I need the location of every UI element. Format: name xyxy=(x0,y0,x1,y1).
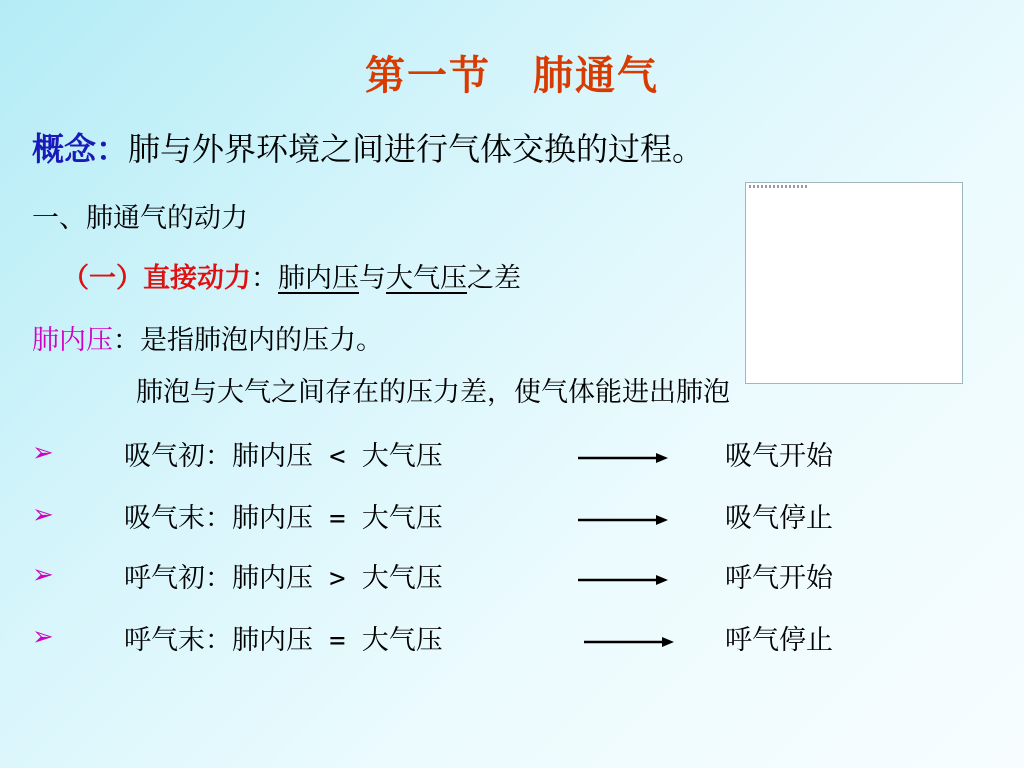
phase-left-term: 肺内压 xyxy=(232,503,313,534)
phase-right-term: 大气压 xyxy=(361,441,443,472)
phase-operator: > xyxy=(329,563,346,594)
section-heading: 一、肺通气的动力 xyxy=(32,203,248,234)
right-arrow-icon xyxy=(576,448,672,468)
phase-left-term: 肺内压 xyxy=(232,563,313,594)
subsection-line xyxy=(62,256,521,295)
term-atmospheric-pressure: 大气压 xyxy=(386,263,467,294)
image-placeholder xyxy=(745,182,963,384)
phase-result: 吸气开始 xyxy=(725,441,833,472)
right-arrow-icon xyxy=(576,510,672,530)
phase-condition xyxy=(124,496,443,535)
subsection-label: 直接动力 xyxy=(143,263,251,294)
phase-result: 吸气停止 xyxy=(725,503,833,534)
phase-operator: < xyxy=(329,441,346,472)
phase-row xyxy=(0,556,1024,606)
phase-right-term: 大气压 xyxy=(361,563,443,594)
subsection-prefix: （一） xyxy=(62,263,143,294)
right-arrow-icon xyxy=(576,570,672,590)
term-intrapulmonary-pressure: 肺内压 xyxy=(278,263,359,294)
concept-line xyxy=(32,124,704,170)
phase-operator: = xyxy=(329,625,346,656)
definition-line xyxy=(32,318,383,357)
phase-label: 吸气末： xyxy=(124,503,232,534)
arrow-bullet-icon: ➢ xyxy=(32,500,54,530)
phase-result: 呼气停止 xyxy=(725,625,833,656)
broken-image-icon xyxy=(749,185,809,188)
phase-condition xyxy=(124,434,443,473)
phase-row xyxy=(0,496,1024,546)
phase-right-term: 大气压 xyxy=(361,503,443,534)
phase-condition xyxy=(124,556,443,595)
phase-row xyxy=(0,434,1024,484)
subsection-joiner: 与 xyxy=(359,263,386,294)
concept-text: 肺与外界环境之间进行气体交换的过程。 xyxy=(128,130,705,168)
explanation-line: 肺泡与大气之间存在的压力差，使气体能进出肺泡 xyxy=(136,377,730,408)
arrow-bullet-icon: ➢ xyxy=(32,622,54,652)
concept-label: 概念： xyxy=(32,130,129,168)
arrow-bullet-icon: ➢ xyxy=(32,438,54,468)
definition-text: ：是指肺泡内的压力。 xyxy=(113,325,383,356)
arrow-bullet-icon: ➢ xyxy=(32,560,54,590)
phase-label: 吸气初： xyxy=(124,441,232,472)
phase-row xyxy=(0,618,1024,668)
phase-condition xyxy=(124,618,443,657)
right-arrow-icon xyxy=(582,632,678,652)
phase-right-term: 大气压 xyxy=(361,625,443,656)
phase-label: 呼气初： xyxy=(124,563,232,594)
phase-operator: = xyxy=(329,503,346,534)
definition-term: 肺内压 xyxy=(32,325,113,356)
phase-left-term: 肺内压 xyxy=(232,441,313,472)
phase-label: 呼气末： xyxy=(124,625,232,656)
slide-title: 第一节 肺通气 xyxy=(365,52,659,99)
phase-result: 呼气开始 xyxy=(725,563,833,594)
phase-left-term: 肺内压 xyxy=(232,625,313,656)
subsection-colon: ： xyxy=(251,263,278,294)
subsection-suffix: 之差 xyxy=(467,263,521,294)
